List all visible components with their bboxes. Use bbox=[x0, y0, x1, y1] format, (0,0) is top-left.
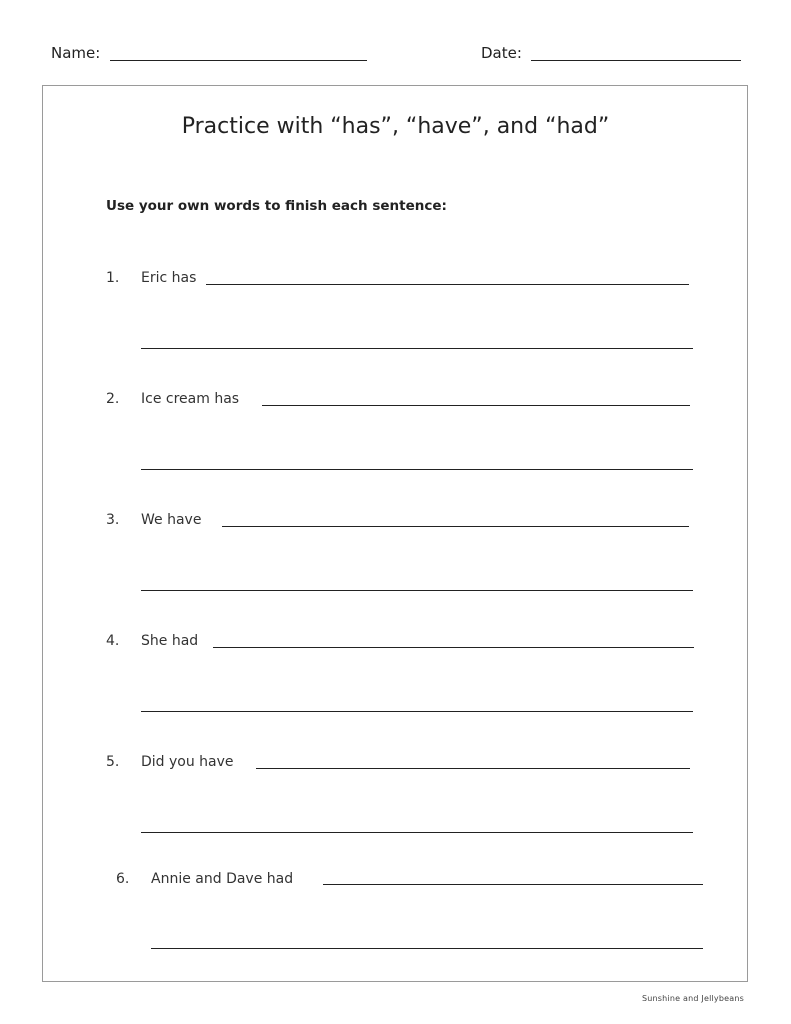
answer-line-6a[interactable] bbox=[323, 884, 703, 885]
item-number: 4. bbox=[106, 633, 120, 649]
item-prompt: Ice cream has bbox=[141, 391, 240, 407]
item-number: 5. bbox=[106, 754, 120, 770]
answer-line-2a[interactable] bbox=[262, 405, 690, 406]
answer-line-1a[interactable] bbox=[206, 284, 689, 285]
worksheet-frame bbox=[42, 85, 748, 982]
answer-line-3b[interactable] bbox=[141, 590, 693, 591]
name-label: Name: bbox=[51, 44, 101, 62]
answer-line-6b[interactable] bbox=[151, 948, 703, 949]
answer-line-5b[interactable] bbox=[141, 832, 693, 833]
footer-credit: Sunshine and Jellybeans bbox=[641, 994, 744, 1003]
name-field[interactable] bbox=[110, 60, 367, 61]
item-prompt: Eric has bbox=[141, 270, 197, 286]
answer-line-5a[interactable] bbox=[256, 768, 690, 769]
item-prompt: We have bbox=[141, 512, 202, 528]
answer-line-4a[interactable] bbox=[213, 647, 694, 648]
item-number: 3. bbox=[106, 512, 120, 528]
instructions: Use your own words to finish each sentence: bbox=[106, 198, 447, 214]
item-number: 1. bbox=[106, 270, 120, 286]
item-prompt: She had bbox=[141, 633, 199, 649]
answer-line-1b[interactable] bbox=[141, 348, 693, 349]
item-prompt: Annie and Dave had bbox=[151, 871, 294, 887]
date-label: Date: bbox=[481, 44, 522, 62]
item-number: 2. bbox=[106, 391, 120, 407]
item-prompt: Did you have bbox=[141, 754, 234, 770]
answer-line-2b[interactable] bbox=[141, 469, 693, 470]
answer-line-3a[interactable] bbox=[222, 526, 689, 527]
item-number: 6. bbox=[116, 871, 130, 887]
worksheet-title: Practice with “has”, “have”, and “had” bbox=[181, 114, 610, 139]
answer-line-4b[interactable] bbox=[141, 711, 693, 712]
date-field[interactable] bbox=[531, 60, 741, 61]
